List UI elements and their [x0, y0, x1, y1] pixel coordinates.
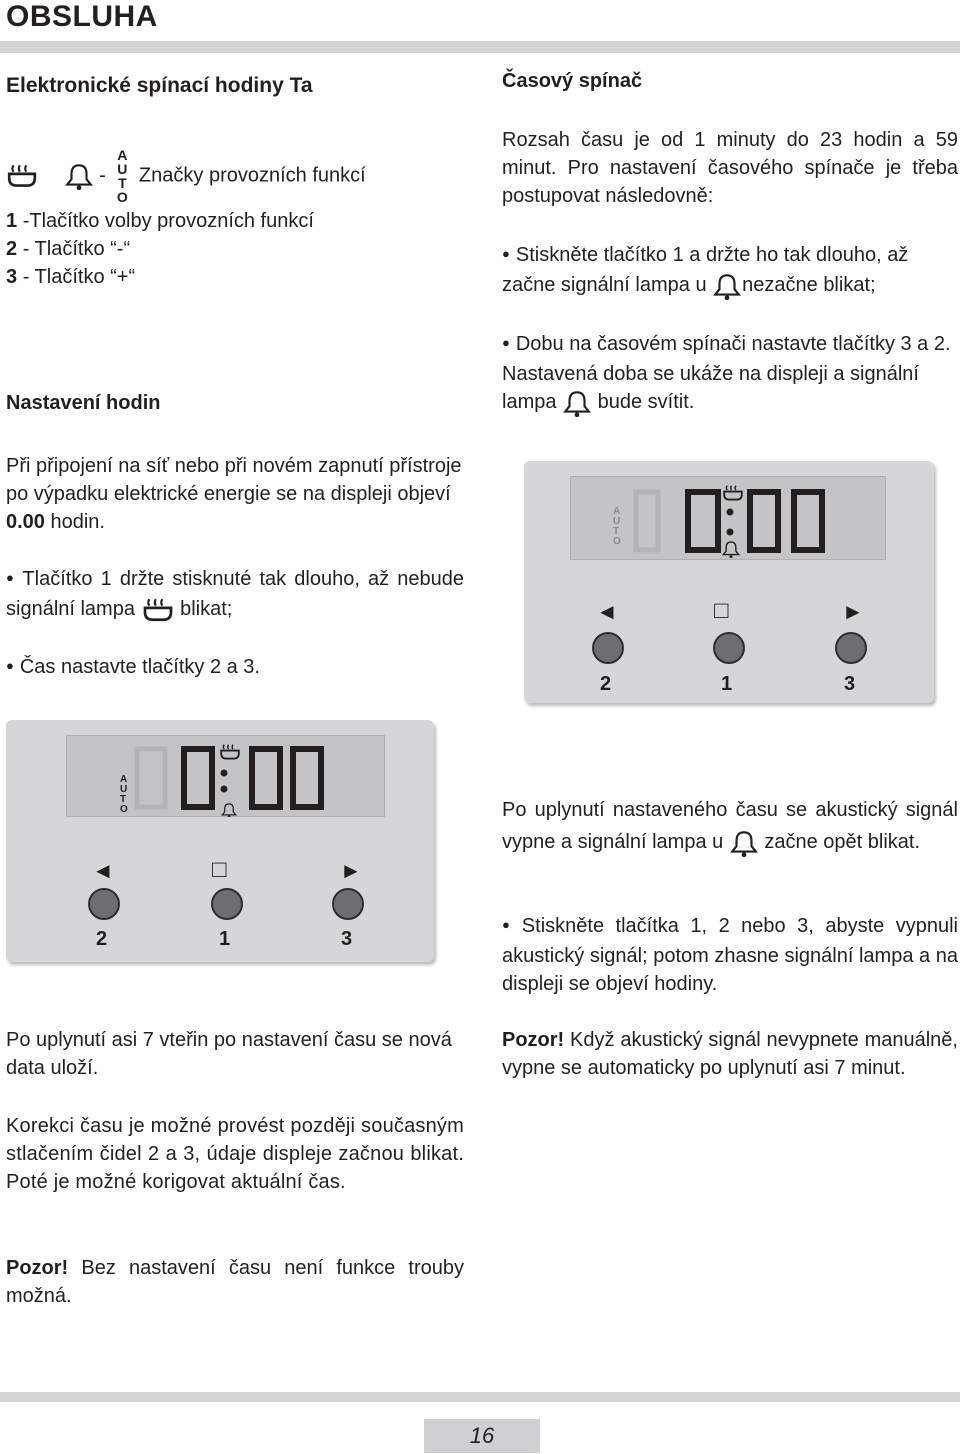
- left-warning: Pozor! Bez nastavení času není funkce trouby možná.: [6, 1257, 464, 1307]
- clock-bullet-1: ● Tlačítko 1 držte stisknuté tak dlouho, až nebude signální lampa blikat;: [6, 565, 464, 623]
- svg-text:O: O: [120, 804, 128, 815]
- section-heading-timer-clock: Elektronické spínací hodiny Ta: [6, 74, 313, 97]
- bell-icon: [562, 389, 592, 417]
- icon-legend-separator: -: [99, 164, 106, 187]
- left-arrow-icon: ◄: [92, 858, 114, 883]
- button-1-label: 1: [219, 928, 231, 950]
- svg-text:O: O: [613, 536, 621, 547]
- page-number-box: [424, 1419, 540, 1453]
- button-1-label: 1: [721, 673, 733, 695]
- svg-text:T: T: [120, 794, 127, 805]
- pot-icon: [141, 597, 175, 623]
- icon-legend: [6, 148, 366, 204]
- right-arrow-icon: ►: [842, 599, 864, 624]
- control-panel-right: [524, 461, 934, 703]
- button-3-label: 3: [844, 673, 856, 695]
- page-number: 16: [469, 1423, 495, 1448]
- timer-paragraph: Rozsah času je od 1 minuty do 23 hodin a 59 minut. Pro nastavení časového spínače je třeba postupovat následovně:: [502, 129, 958, 207]
- right-arrow-icon: ►: [340, 858, 362, 883]
- svg-text:U: U: [613, 516, 621, 527]
- header-rule: [0, 41, 960, 53]
- lcd-digits: [66, 735, 385, 817]
- svg-text:T: T: [613, 526, 620, 537]
- key-item-3: 3 - Tlačítko “+“: [6, 266, 136, 288]
- after-time-paragraph: Po uplynutí nastaveného času se akustický signál vypne a signální lampa u začne opět blikat.: [502, 794, 958, 858]
- key-item-1: 1 -Tlačítko volby provozních funkcí: [6, 210, 314, 232]
- square-icon: □: [714, 597, 729, 624]
- button-2[interactable]: [88, 888, 120, 920]
- button-2[interactable]: [592, 632, 624, 664]
- button-1[interactable]: [713, 632, 745, 664]
- left-arrow-icon: ◄: [596, 599, 618, 624]
- bell-icon: [729, 829, 759, 857]
- timer-bullet-2: ● Dobu na časovém spínači nastavte tlačítky 3 a 2. Nastavená doba se ukáže na displeji a signální lampa bude svítit.: [502, 330, 958, 417]
- key-item-2: 2 - Tlačítko “-“: [6, 238, 131, 260]
- right-warning: Pozor! Když akustický signál nevypnete manuálně, vypne se automaticky po uplynutí asi 7 minut.: [502, 1029, 958, 1079]
- clock-bullet-2: ● Čas nastavte tlačítky 2 a 3.: [6, 653, 260, 683]
- bell-icon: [712, 272, 742, 300]
- correction-paragraph: Korekci času je možné provést později současným stlačením čidel 2 a 3, údaje displeje začnou blikat. Poté je možné korigovat aktuální čas.: [6, 1115, 464, 1193]
- timer-bullet-3: ● Stiskněte tlačítka 1, 2 nebo 3, abyste vypnuli akustický signál; potom zhasne signální lampa a na displeji se objeví hodiny.: [502, 912, 958, 998]
- square-icon: □: [212, 856, 227, 883]
- clock-paragraph: Při připojení na síť nebo při novém zapnutí přístroje po výpadku elektrické energie se na displeji objeví 0.00 hodin.: [6, 455, 462, 533]
- pot-icon: [6, 163, 38, 189]
- button-3[interactable]: [332, 888, 364, 920]
- icon-legend-text: Značky provozních funkcí: [138, 164, 366, 187]
- button-1[interactable]: [211, 888, 243, 920]
- svg-text:U: U: [120, 784, 128, 795]
- section-heading-clock-setting: Nastavení hodin: [6, 392, 161, 414]
- auto-icon: A U T O: [116, 147, 128, 205]
- timer-bullet-1: ● Stiskněte tlačítko 1 a držte ho tak dlouho, až začne signální lampa u nezačne blikat;: [502, 241, 958, 300]
- footer-rule: [0, 1392, 960, 1402]
- page-title: OBSLUHA: [6, 0, 158, 33]
- lcd-digits: [570, 476, 886, 560]
- save-paragraph: Po uplynutí asi 7 vteřin po nastavení času se nová data uloží.: [6, 1029, 452, 1079]
- auto-indicator: A: [613, 506, 621, 517]
- button-2-label: 2: [96, 928, 108, 950]
- button-2-label: 2: [600, 673, 612, 695]
- button-3-label: 3: [341, 928, 353, 950]
- button-3[interactable]: [835, 632, 867, 664]
- key-list: [6, 207, 314, 291]
- control-panel-left: [6, 720, 434, 962]
- auto-indicator: A: [120, 774, 128, 785]
- bell-icon: [64, 162, 94, 190]
- section-heading-timer: Časový spínač: [502, 70, 643, 92]
